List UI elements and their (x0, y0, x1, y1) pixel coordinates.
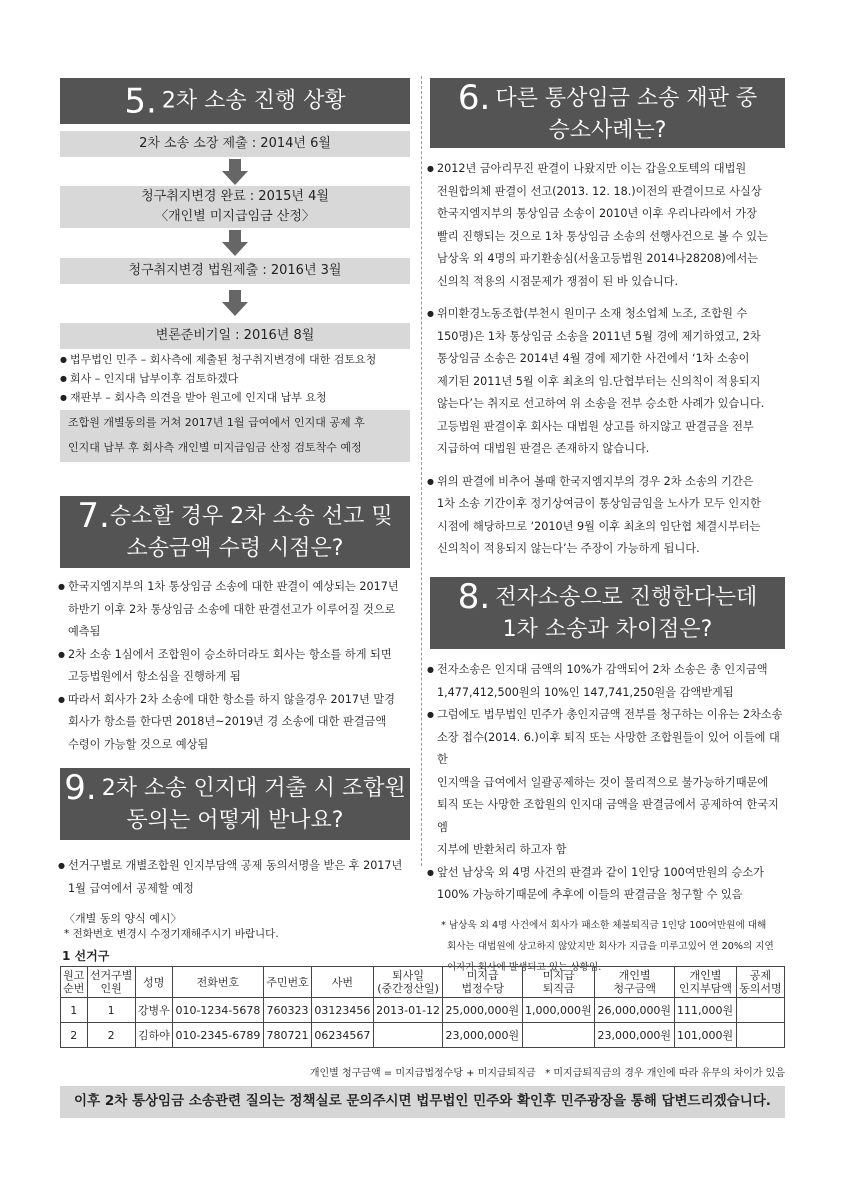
column-header: 미지급 법정수당 (443, 967, 523, 998)
table-cell: 111,000원 (674, 998, 736, 1023)
table-cell: 010-2345-6789 (172, 1023, 263, 1048)
column-header: 퇴사일 (중간정산일) (373, 967, 443, 998)
section8-body (427, 659, 789, 978)
section9-title-line2: 동의는 어떻게 받나요? (126, 808, 344, 833)
footnote-line: 이자가 회사에 발생되고 있는 상황임. (447, 961, 602, 973)
text-line: 고등법원에서 항소심을 진행하게 됨 (68, 670, 241, 683)
section8-paragraph-2 (427, 704, 789, 862)
table-cell: 2013-01-12 (373, 998, 443, 1023)
text-line: 예측됨 (68, 625, 101, 638)
text-line: 소장 접수(2014. 6.)이후 퇴직 또는 사망한 조합원들이 있어 이들에 대한 (437, 730, 780, 766)
table-cell (736, 998, 784, 1023)
footnote-line: 회사는 대법원에 상고하지 않았지만 회사가 지급을 미루고있어 연 20%의 지연 (447, 940, 774, 952)
section6-paragraph-3 (427, 471, 787, 561)
text-line: 고등법원 판결이후 회사는 대법원 상고를 하지않고 판결금을 전부 (437, 419, 754, 433)
down-arrow-icon (222, 290, 248, 316)
table-row (61, 1023, 785, 1048)
section8-number: 8. (457, 577, 491, 617)
section6-paragraph-2 (427, 303, 787, 461)
text-line: 않는다’는 취지로 선고하여 위 소송을 전부 승소한 사례가 있습니다. (437, 397, 765, 410)
section6-title-line1: 다른 통상임금 소송 재판 중 (495, 86, 758, 111)
step-hearing-text: 변론준비기일 : 2016년 8월 (155, 328, 315, 343)
text-line: 1차 소송 기간이후 정기상여금이 통상임금임을 노사가 모두 인지한 (437, 497, 761, 510)
text-line: 지급하여 대법원 판결은 존재하지 않습니다. (437, 442, 650, 455)
text-line: 회사가 항소를 한다면 2018년~2019년 경 소송에 대한 판결금액 (68, 715, 387, 728)
table-cell: 23,000,000원 (595, 1023, 675, 1048)
bullet-item: ● 법무법인 민주 – 회사측에 제출된 청구취지변경에 대한 검토요청 (60, 350, 418, 369)
section6-body (427, 158, 787, 561)
text-line: ● 선거구별로 개별조합원 인지부담액 공제 동의서명을 받은 후 2017년 (68, 859, 403, 872)
table-cell: 25,000,000원 (443, 998, 523, 1023)
bullet-item: ● 재판부 – 회사측 의견을 받아 원고에 인지대 납부 요청 (60, 388, 418, 407)
text-line: 전원합의체 판결이 선고(2013. 12. 18.)이전의 판결이므로 사실상 (437, 184, 762, 198)
text-line: 통상임금 소송은 2014년 4월 경에 제기한 사건에서 ‘1차 소송이 (437, 352, 750, 365)
table-cell (736, 1023, 784, 1048)
column-header: 전화번호 (172, 967, 263, 998)
table-row (61, 998, 785, 1023)
table-cell: 010-1234-5678 (172, 998, 263, 1023)
table-cell: 1 (61, 998, 88, 1023)
text-line: 시점에 해당하므로 ‘2010년 9월 이후 최초의 임단협 체결시부터는 (437, 519, 761, 533)
section8-paragraph-1 (427, 659, 789, 704)
column-header: 개인별 인지부담액 (674, 967, 736, 998)
section5-header (60, 78, 410, 124)
step-hearing (60, 323, 410, 349)
section7-paragraph-1 (58, 576, 420, 644)
bullet-item: ● 회사 – 인지대 납부이후 검토하겠다 (60, 369, 418, 388)
step-complaint-text: 2차 소송 소장 제출 : 2014년 6월 (139, 136, 331, 151)
note-line: 인지대 납부 후 회사측 개인별 미지급임금 산정 검토착수 예정 (68, 441, 362, 454)
text-line: 1월 급여에서 공제할 예정 (68, 881, 194, 895)
text-line: 1,477,412,500원의 10%인 147,741,250원을 감액받게됨 (437, 685, 734, 699)
section6-paragraph-1 (427, 158, 787, 293)
text-line: ● 2차 소송 1심에서 조합원이 승소하더라도 회사는 항소를 하게 되면 (68, 647, 392, 661)
text-line: 150명)은 1차 통상임금 소송을 2011년 5월 경에 제기하였고, 2차 (437, 329, 761, 343)
step-amendment (60, 186, 410, 228)
text-line: 퇴직 또는 사망한 조합원의 인지대 금액을 판결금에서 공제하여 한국지엠 (437, 798, 779, 834)
table-cell: 03123456 (312, 998, 374, 1023)
section6-number: 6. (457, 78, 491, 118)
text-line: 신의칙이 적용되지 않는다’는 주장이 가능하게 됩니다. (437, 542, 700, 555)
section8-title-line2: 1차 소송과 차이점은? (502, 617, 713, 642)
step-court-submission (60, 258, 410, 284)
step-complaint (60, 131, 410, 157)
column-header: 원고 순번 (61, 967, 88, 998)
column-header: 성명 (135, 967, 172, 998)
footer-banner (60, 1086, 785, 1118)
section7-header (60, 496, 410, 568)
text-line: 하반기 이후 2차 통상임금 소송에 대한 판결선고가 이루어질 것으로 (68, 602, 396, 616)
text-line: 한국지엠지부의 통상임금 소송이 2010년 이후 우리나라에서 가장 (437, 207, 757, 220)
down-arrow-icon (222, 230, 248, 256)
section5-note-box (60, 410, 410, 462)
table-cell: 1,000,000원 (523, 998, 595, 1023)
section5-bullets (60, 350, 418, 407)
consent-table (60, 966, 785, 1048)
table-cell: 1 (87, 998, 135, 1023)
text-line: 수령이 가능할 것으로 예상됨 (68, 737, 209, 751)
step-amendment-sub: 〈개인별 미지급임금 산정〉 (155, 209, 315, 224)
text-line: 제기된 2011년 5월 이후 최초의 임.단협부터는 신의칙이 적용되지 (437, 374, 761, 388)
table-cell: 2 (61, 1023, 88, 1048)
section8-header (430, 577, 785, 649)
section9-number: 9. (64, 768, 97, 808)
text-line: ● 2012년 금아리무진 판결이 나왔지만 이는 갑을오토텍의 대법원 (437, 162, 747, 175)
text-line: ● 따라서 회사가 2차 소송에 대한 항소를 하지 않을경우 2017년 말경 (68, 692, 395, 706)
example-title: 〈개별 동의 양식 예시〉 (64, 912, 182, 925)
section7-body (58, 576, 420, 756)
column-header: 사번 (312, 967, 374, 998)
table-cell (523, 1023, 595, 1048)
text-line: 지부에 반환처리 하고자 함 (437, 843, 567, 856)
column-header: 선거구별 인원 (87, 967, 135, 998)
section7-number: 7. (77, 496, 110, 536)
section5-title: 2차 소송 진행 상황 (161, 88, 346, 114)
text-line: ● 그럼에도 법무법인 민주가 총인지금액 전부를 청구하는 이유는 2차소송 (437, 708, 783, 721)
footnote-line: * 남상욱 외 4명 사건에서 회사가 패소한 체불퇴직금 1인당 100여만원에 대해 (441, 919, 767, 931)
text-line: ● 전자소송은 인지대 금액의 10%가 감액되어 2차 소송은 총 인지금액 (437, 663, 768, 676)
step-court-submission-text: 청구취지변경 법원제출 : 2016년 3월 (128, 263, 342, 278)
column-header: 주민번호 (263, 967, 311, 998)
formula-note: 개인별 청구금액 = 미지급법정수당 + 미지급퇴직금 * 미지급퇴직금의 경우 개인에 따라 유무의 차이가 있음 (309, 1068, 785, 1079)
section9-header (60, 768, 410, 840)
example-note: * 전화번호 변경시 수정기재해주시기 바랍니다. (64, 928, 279, 940)
section8-title-line1: 전자소송으로 진행한다는데 (495, 585, 758, 610)
text-line: 남상욱 외 4명의 파기환송심(서울고등법원 2014나28208)에서는 (437, 252, 759, 265)
down-arrow-icon (222, 159, 248, 185)
text-line: ● 위미환경노동조합(부천시 원미구 소재 청소업체 노조, 조합원 수 (437, 307, 748, 320)
text-line: ● 위의 판결에 비추어 볼때 한국지엠지부의 경우 2차 소송의 기간은 (437, 474, 754, 488)
footer-text: 이후 2차 통상임금 소송관련 질의는 정책실로 문의주시면 법무법인 민주와 확인후 민주광장을 통해 답변드리겠습니다. (74, 1093, 771, 1109)
section7-title-line1: 승소할 경우 2차 소송 선고 및 (109, 504, 393, 529)
section7-title-line2: 소송금액 수령 시점은? (126, 536, 344, 561)
table-cell: 2 (87, 1023, 135, 1048)
column-header: 공제 동의서명 (736, 967, 784, 998)
text-line: 100% 가능하기때문에 추후에 이들의 판결금을 청구할 수 있음 (437, 888, 743, 901)
table-cell: 26,000,000원 (595, 998, 675, 1023)
section6-header (430, 78, 785, 148)
table-cell (373, 1023, 443, 1048)
note-line: 조합원 개별동의를 거쳐 2017년 1월 급여에서 인지대 공제 후 (68, 416, 365, 429)
text-line: 신의칙 적용의 시점문제가 쟁점이 된 바 있습니다. (437, 274, 679, 288)
text-line: ● 한국지엠지부의 1차 통상임금 소송에 대한 판결이 예상되는 2017년 (68, 580, 399, 593)
section8-paragraph-3 (427, 862, 789, 907)
table-cell: 101,000원 (674, 1023, 736, 1048)
table-cell: 780721 (263, 1023, 311, 1048)
text-line: 인지액을 급여에서 일괄공제하는 것이 물리적으로 불가능하기때문에 (437, 775, 769, 789)
section9-paragraph-1 (58, 855, 420, 900)
text-line: 빨리 진행되는 것으로 1차 통상임금 소송의 선행사건으로 볼 수 있는 (437, 229, 768, 243)
section7-paragraph-2 (58, 644, 420, 689)
column-header: 개인별 청구금액 (595, 967, 675, 998)
table-cell: 강병우 (135, 998, 172, 1023)
table-cell: 760323 (263, 998, 311, 1023)
section9-title-line1: 2차 소송 인지대 거출 시 조합원 (101, 776, 406, 801)
section6-title-line2: 승소사례는? (548, 118, 667, 143)
table-cell: 23,000,000원 (443, 1023, 523, 1048)
column-divider (421, 76, 422, 866)
step-amendment-text: 청구취지변경 완료 : 2015년 4월 (141, 189, 329, 204)
district-label: 1 선거구 (62, 949, 110, 963)
column-header: 미지급 퇴직금 (523, 967, 595, 998)
table-header-row (61, 967, 785, 998)
table-cell: 김하야 (135, 1023, 172, 1048)
section7-paragraph-3 (58, 689, 420, 757)
text-line: ● 앞선 남상욱 외 4명 사건의 판결과 같이 1인당 100여만원의 승소가 (437, 865, 764, 879)
section9-body (58, 855, 420, 900)
section5-number: 5. (124, 81, 157, 122)
table-cell: 06234567 (312, 1023, 374, 1048)
